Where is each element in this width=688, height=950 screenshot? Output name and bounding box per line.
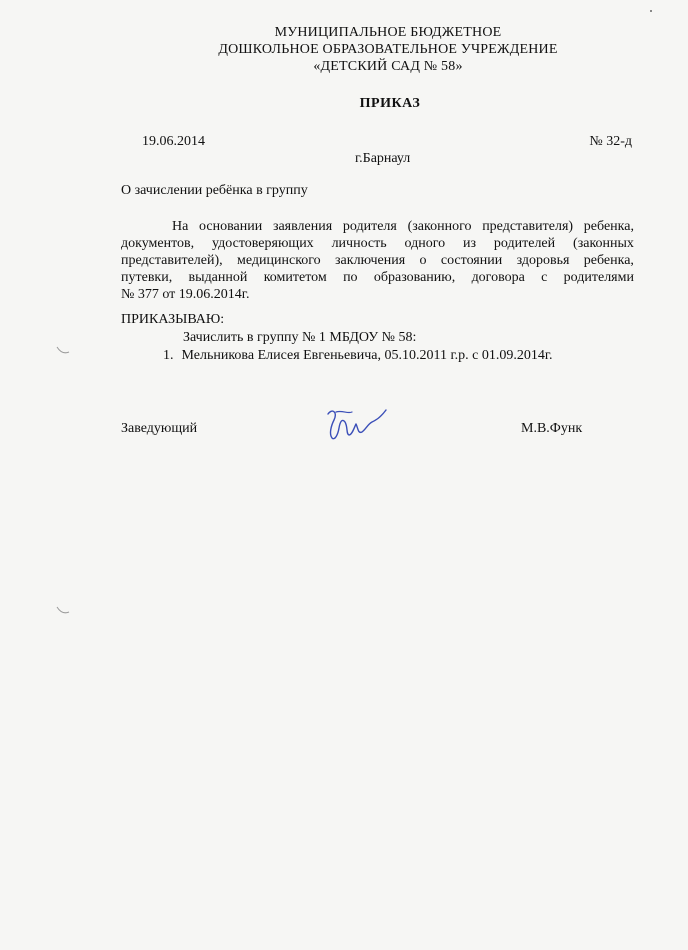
word: заявления xyxy=(272,219,333,234)
header-line-3: «ДЕТСКИЙ САД № 58» xyxy=(313,59,463,74)
paragraph-line xyxy=(121,269,634,286)
word: На xyxy=(172,219,189,234)
word: по xyxy=(343,270,358,285)
word: путевки, xyxy=(121,270,173,285)
order-basis-paragraph xyxy=(121,218,634,303)
list-item-text: Мельникова Елисея Евгеньевича, 05.10.2011 г.р. с 01.09.2014г. xyxy=(181,348,553,363)
city: г.Барнаул xyxy=(355,151,411,166)
word: договора xyxy=(471,270,525,285)
order-date: 19.06.2014 xyxy=(142,134,205,149)
paragraph-line xyxy=(121,218,634,235)
word: представителя) xyxy=(482,219,574,234)
word: состоянии xyxy=(440,253,503,268)
word: (законных xyxy=(573,236,634,251)
order-subject: О зачислении ребёнка в группу xyxy=(121,183,308,198)
word: комитетом xyxy=(263,270,327,285)
paragraph-line xyxy=(121,252,634,269)
word: родителями xyxy=(563,270,634,285)
word: родителя xyxy=(342,219,397,234)
word: из xyxy=(463,236,477,251)
list-item-number: 1. xyxy=(163,348,174,363)
word: о xyxy=(419,253,427,268)
word: ребенка, xyxy=(583,219,634,234)
hole-punch-mark xyxy=(56,605,70,615)
scan-speck xyxy=(650,10,652,12)
word: удостоверяющих xyxy=(212,236,314,251)
list-item xyxy=(163,348,553,364)
word: с xyxy=(541,270,548,285)
word: выданной xyxy=(188,270,248,285)
word: основании xyxy=(199,219,263,234)
word: образованию, xyxy=(373,270,456,285)
word: представителей), xyxy=(121,253,223,268)
handwritten-signature xyxy=(322,404,392,446)
enroll-instruction: Зачислить в группу № 1 МБДОУ № 58: xyxy=(183,330,417,345)
word: заключения xyxy=(335,253,406,268)
word: ребенка, xyxy=(583,253,634,268)
paragraph-line xyxy=(121,235,634,252)
hole-punch-mark xyxy=(56,345,70,355)
institution-header xyxy=(0,24,688,75)
document-title: ПРИКАЗ xyxy=(359,96,421,111)
contract-reference: № 377 от 19.06.2014г. xyxy=(121,287,250,302)
paragraph-line xyxy=(121,286,634,303)
word: (законного xyxy=(407,219,472,234)
word: здоровья xyxy=(516,253,570,268)
word: родителей xyxy=(493,236,556,251)
header-line-2: ДОШКОЛЬНОЕ ОБРАЗОВАТЕЛЬНОЕ УЧРЕЖДЕНИЕ xyxy=(218,42,558,57)
word: документов, xyxy=(121,236,195,251)
order-number: № 32-д xyxy=(589,134,632,149)
word: медицинского xyxy=(237,253,321,268)
signatory-name: М.В.Функ xyxy=(521,421,583,436)
header-line-1: МУНИЦИПАЛЬНОЕ БЮДЖЕТНОЕ xyxy=(274,25,502,40)
word: одного xyxy=(404,236,446,251)
order-directive: ПРИКАЗЫВАЮ: xyxy=(121,312,225,327)
signatory-role: Заведующий xyxy=(121,421,198,436)
word: личность xyxy=(331,236,387,251)
